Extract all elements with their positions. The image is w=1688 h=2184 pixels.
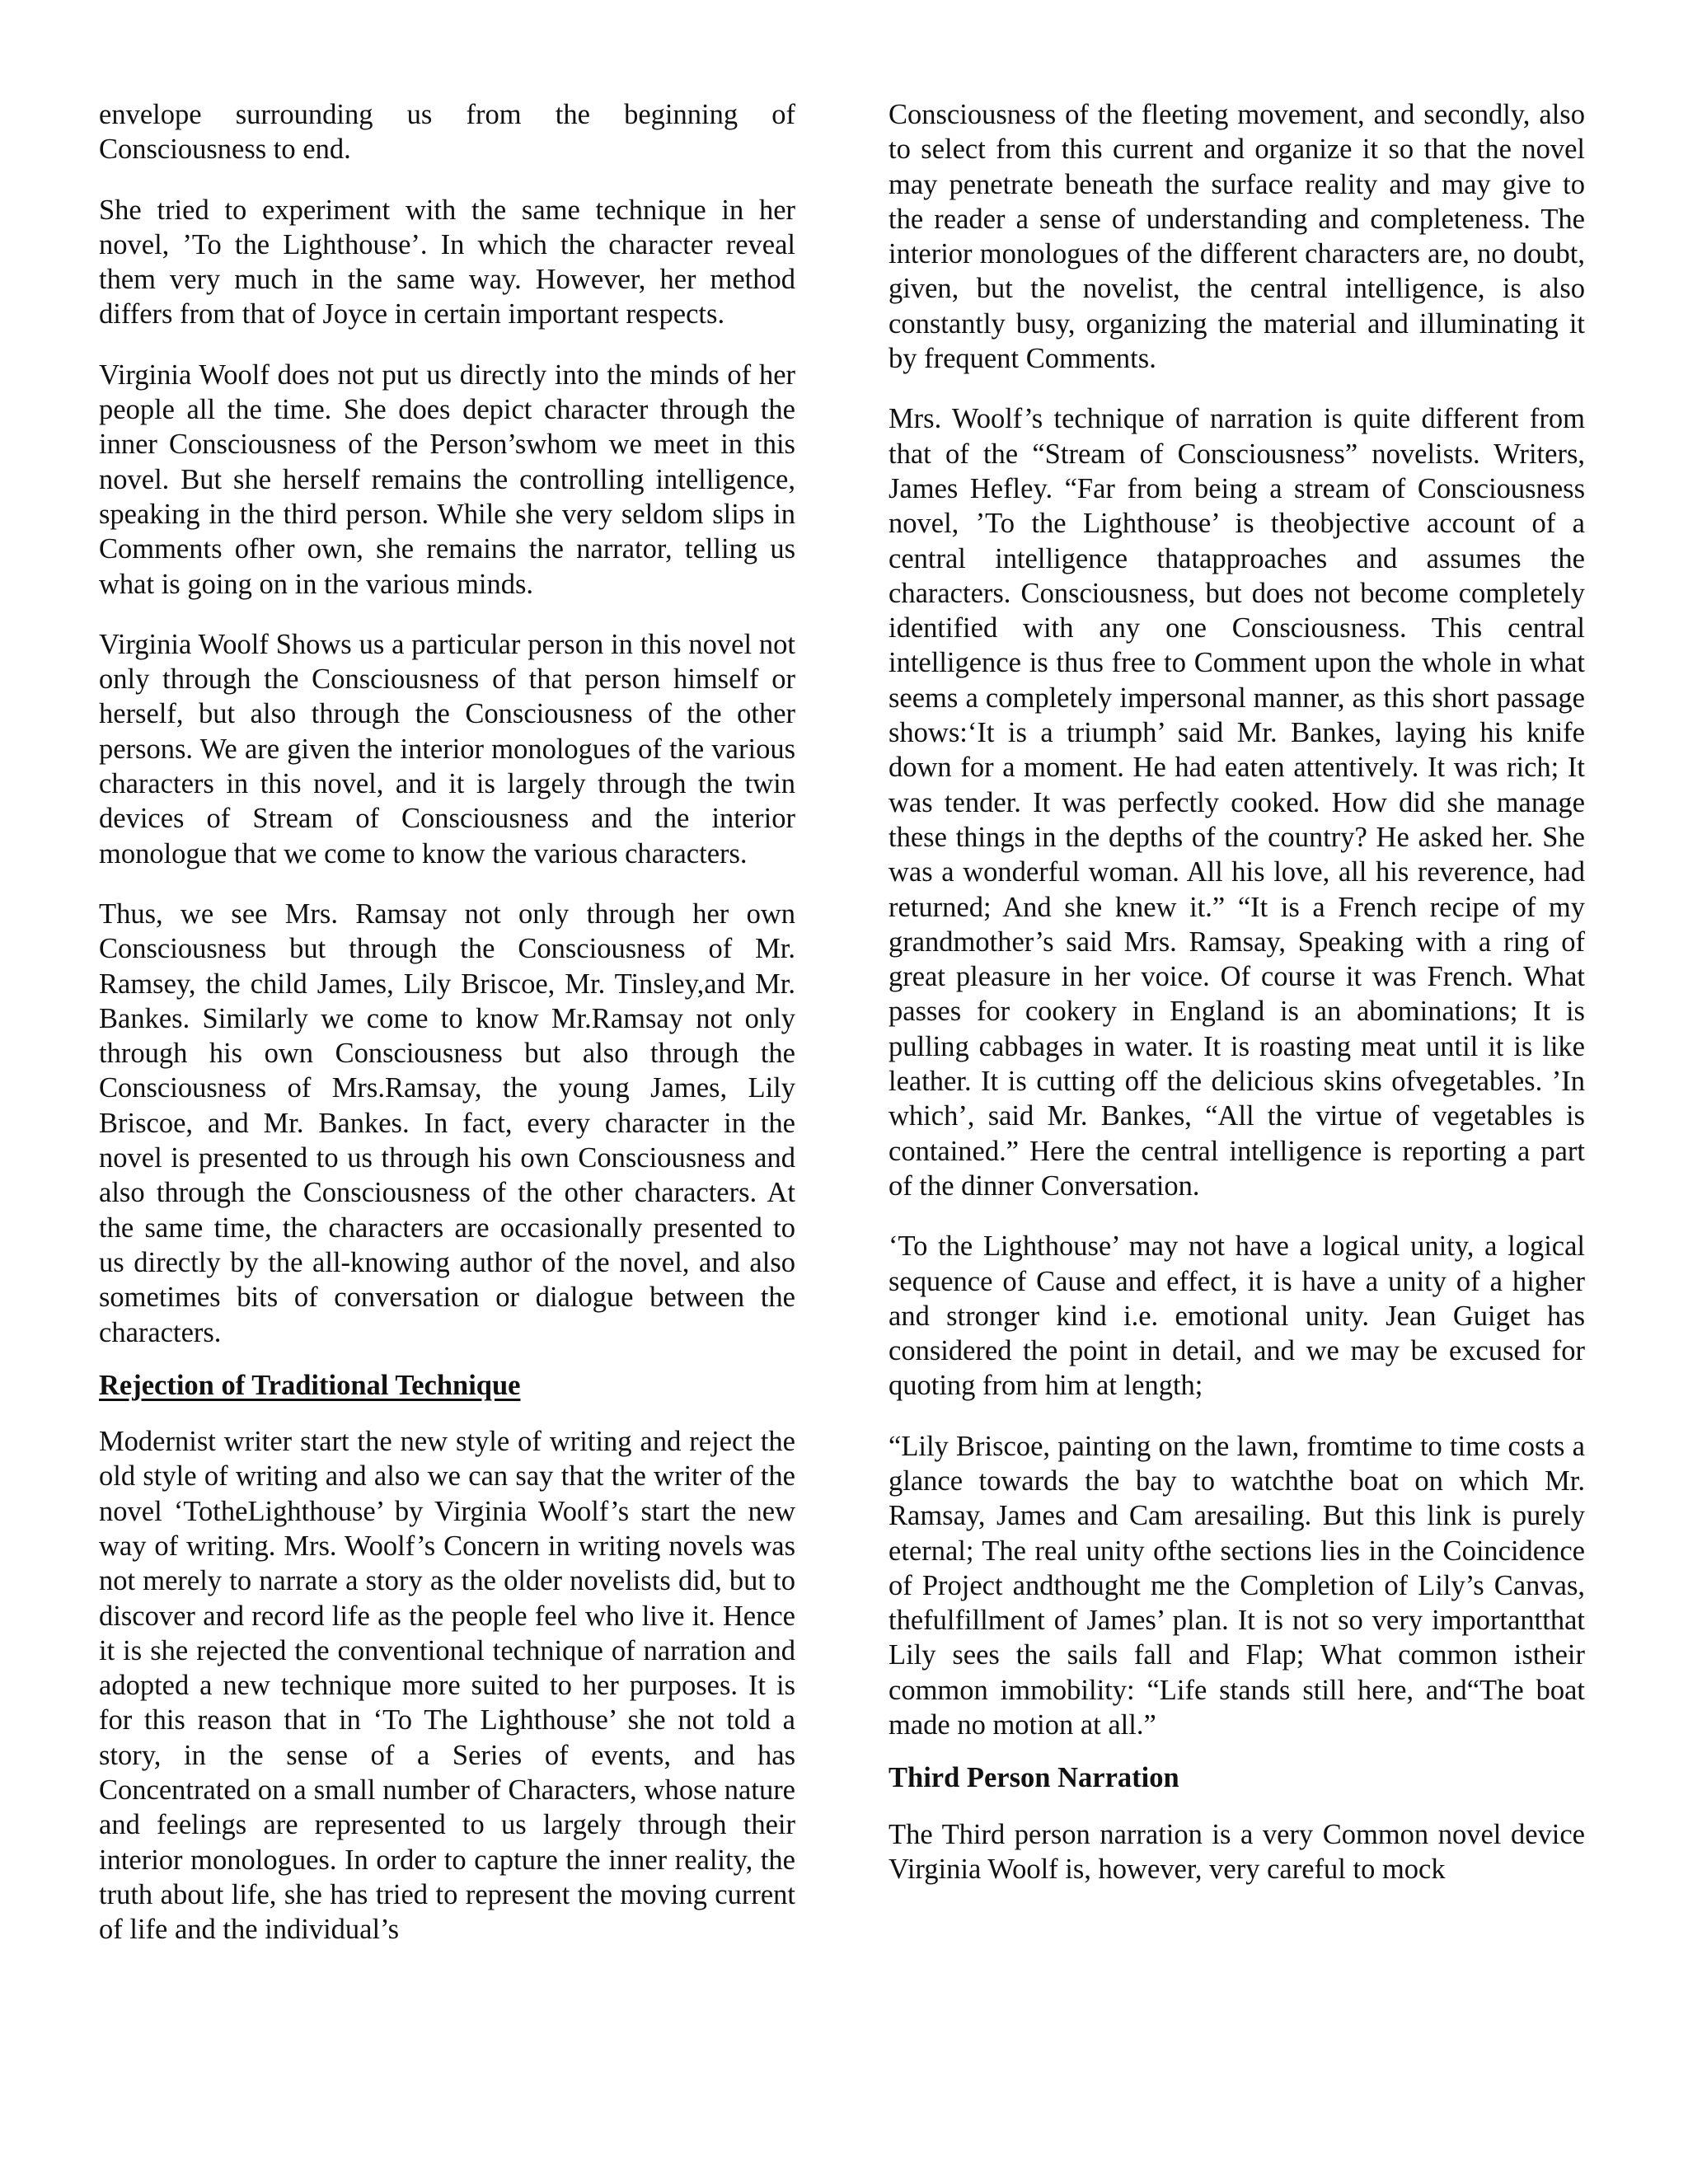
section-heading: Third Person Narration xyxy=(889,1762,1179,1794)
paragraph: She tried to experiment with the same technique in her novel, ’To the Lighthouse’. In which the character reveal them very much in the same way. However, her method differs from that of Joyce in certain important respects. xyxy=(99,194,795,330)
paragraph: “Lily Briscoe, painting on the lawn, fromtime to time costs a glance towards the bay to watchthe boat on which Mr. Ramsay, James and Cam aresailing. But this link is purely eternal; The real unity ofthe sections lies in the Coincidence of Project andthought me the Completion of Lily’s Canvas, thefulfillment of James’ plan. It is not so very importantthat Lily sees the sails fall and Flap; What common istheir common immobility: “Life stands still here, and“The boat made no motion at all.” xyxy=(889,1430,1585,1741)
paragraph: Modernist writer start the new style of writing and reject the old style of writing and also we can say that the writer of the novel ‘TotheLighthouse’ by Virginia Woolf’s start the new way of writing. Mrs. Woolf’s Concern in writing novels was not merely to narrate a story as the older novelists did, but to discover and record life as the people feel who live it. Hence it is she rejected the conventional technique of narration and adopted a new technique more suited to her purposes. It is for this reason that in ‘To The Lighthouse’ she not told a story, in the sense of a Series of events, and has Concentrated on a small number of Characters, whose nature and feelings are represented to us largely through their interior monologues. In order to capture the inner reality, the truth about life, she has tried to represent the moving current of life and the individual’s xyxy=(99,1426,795,1946)
paragraph: Consciousness of the fleeting movement, and secondly, also to select from this current and organize it so that the novel may penetrate beneath the surface reality and may give to the reader a sense of understanding and completeness. The interior monologues of the different characters are, no doubt, given, but the novelist, the central intelligence, is also constantly busy, organizing the material and illuminating it by frequent Comments. xyxy=(889,99,1585,375)
paragraph: envelope surrounding us from the beginning of Consciousness to end. xyxy=(99,99,795,166)
paragraph: Mrs. Woolf’s technique of narration is quite different from that of the “Stream of Consciousness” novelists. Writers, James Hefley. “Far from being a stream of Consciousness novel, ’To the Lighthouse’ is theobjective account of a central intelligence thatapproaches and assumes the characters. Consciousness, but does not become completely identified with any one Consciousness. This central intelligence is thus free to Comment upon the whole in what seems a completely impersonal manner, as this short passage shows:‘It is a triumph’ said Mr. Bankes, laying his knife down for a moment. He had eaten attentively. It was rich; It was tender. It was perfectly cooked. How did she manage these things in the depths of the country? He asked her. She was a wonderful woman. All his love, all his reverence, had returned; And she knew it.” “It is a French recipe of my grandmother’s said Mrs. Ramsay, Speaking with a ring of great pleasure in her voice. Of course it was French. What passes for cookery in England is an abominations; It is pulling cabbages in water. It is roasting meat until it is like leather. It is cutting off the delicious skins ofvegetables. ’In which’, said Mr. Bankes, “All the virtue of vegetables is contained.” Here the central intelligence is reporting a part of the dinner Conversation. xyxy=(889,403,1585,1202)
paragraph: The Third person narration is a very Common novel device Virginia Woolf is, however, very careful to mock xyxy=(889,1818,1585,1885)
paragraph: Thus, we see Mrs. Ramsay not only through her own Consciousness but through the Consciousness of Mr. Ramsey, the child James, Lily Briscoe, Mr. Tinsley,and Mr. Bankes. Similarly we come to know Mr.Ramsay not only through his own Consciousness but also through the Consciousness of Mrs.Ramsay, the young James, Lily Briscoe, and Mr. Bankes. In fact, every character in the novel is presented to us through his own Consciousness and also through the Consciousness of the other characters. At the same time, the characters are occasionally presented to us directly by the all-knowing author of the novel, and also sometimes bits of conversation or dialogue between the characters. xyxy=(99,898,795,1348)
paragraph: Virginia Woolf Shows us a particular person in this novel not only through the Consciousness of that person himself or herself, but also through the Consciousness of the other persons. We are given the interior monologues of the various characters in this novel, and it is largely through the twin devices of Stream of Consciousness and the interior monologue that we come to know the various characters. xyxy=(99,628,795,869)
paragraph: ‘To the Lighthouse’ may not have a logical unity, a logical sequence of Cause and effect, it is have a unity of a higher and stronger kind i.e. emotional unity. Jean Guiget has considered the point in detail, and we may be excused for quoting from him at length; xyxy=(889,1230,1585,1402)
section-heading: Rejection of Traditional Technique xyxy=(99,1369,521,1401)
left-column xyxy=(99,97,795,1947)
right-column xyxy=(889,97,1585,1886)
paragraph: Virginia Woolf does not put us directly into the minds of her people all the time. She does depict character through the inner Consciousness of the Person’swhom we meet in this novel. But she herself remains the controlling intelligence, speaking in the third person. While she very seldom slips in Comments ofher own, she remains the narrator, telling us what is going on in the various minds. xyxy=(99,359,795,600)
